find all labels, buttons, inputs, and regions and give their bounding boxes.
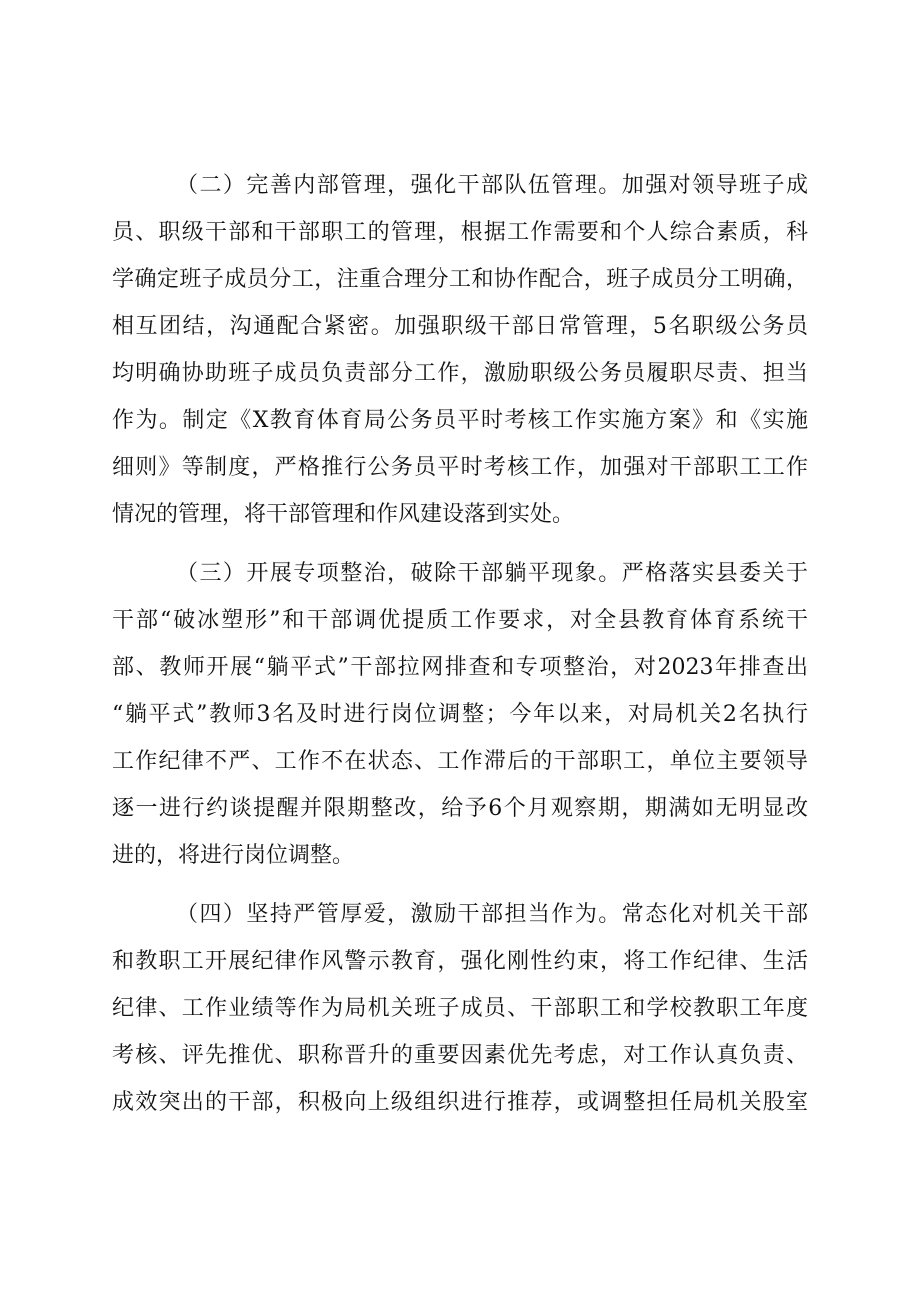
paragraph-4-line-3: 纪律、工作业绩等作为局机关班子成员、干部职工和学校教职工年度 xyxy=(112,996,808,1021)
paragraph-3-line-4: “躺平式”教师3名及时进行岗位调整；今年以来，对局机关2名执行 xyxy=(112,702,808,727)
paragraph-2-line-1: （二）完善内部管理，强化干部队伍管理。加强对领导班子成 xyxy=(176,173,808,198)
paragraph-2-line-6: 作为。制定《X教育体育局公务员平时考核工作实施方案》和《实施 xyxy=(112,408,808,433)
paragraph-3-line-5: 工作纪律不严、工作不在状态、工作滞后的干部职工，单位主要领导 xyxy=(112,749,808,774)
paragraph-4-line-5: 成效突出的干部，积极向上级组织进行推荐，或调整担任局机关股室 xyxy=(112,1090,808,1115)
paragraph-2-line-5: 均明确协助班子成员负责部分工作，激励职级公务员履职尽责、担当 xyxy=(112,361,808,386)
paragraph-4-line-4: 考核、评先推优、职称晋升的重要因素优先考虑，对工作认真负责、 xyxy=(112,1043,808,1068)
paragraph-2-line-7: 细则》等制度，严格推行公务员平时考核工作，加强对干部职工工作 xyxy=(112,455,808,480)
paragraph-3-line-2: 干部“破冰塑形”和干部调优提质工作要求，对全县教育体育系统干 xyxy=(112,608,808,633)
paragraph-3-line-3: 部、教师开展“躺平式”干部拉网排查和专项整治，对2023年排查出 xyxy=(112,655,808,680)
paragraph-2-line-3: 学确定班子成员分工，注重合理分工和协作配合，班子成员分工明确， xyxy=(112,267,808,292)
paragraph-2-line-4: 相互团结，沟通配合紧密。加强职级干部日常管理，5名职级公务员 xyxy=(112,314,808,339)
paragraph-2-line-2: 员、职级干部和干部职工的管理，根据工作需要和个人综合素质，科 xyxy=(112,220,808,245)
paragraph-4-line-2: 和教职工开展纪律作风警示教育，强化刚性约束，将工作纪律、生活 xyxy=(112,949,808,974)
paragraph-2-line-8: 情况的管理，将干部管理和作风建设落到实处。 xyxy=(112,502,575,527)
paragraph-4-line-1: （四）坚持严管厚爱，激励干部担当作为。常态化对机关干部 xyxy=(176,902,808,927)
paragraph-3-line-6: 逐一进行约谈提醒并限期整改，给予6个月观察期，期满如无明显改 xyxy=(112,796,808,821)
paragraph-3-line-7: 进的，将进行岗位调整。 xyxy=(112,843,355,868)
paragraph-3-line-1: （三）开展专项整治，破除干部躺平现象。严格落实县委关于 xyxy=(176,561,808,586)
